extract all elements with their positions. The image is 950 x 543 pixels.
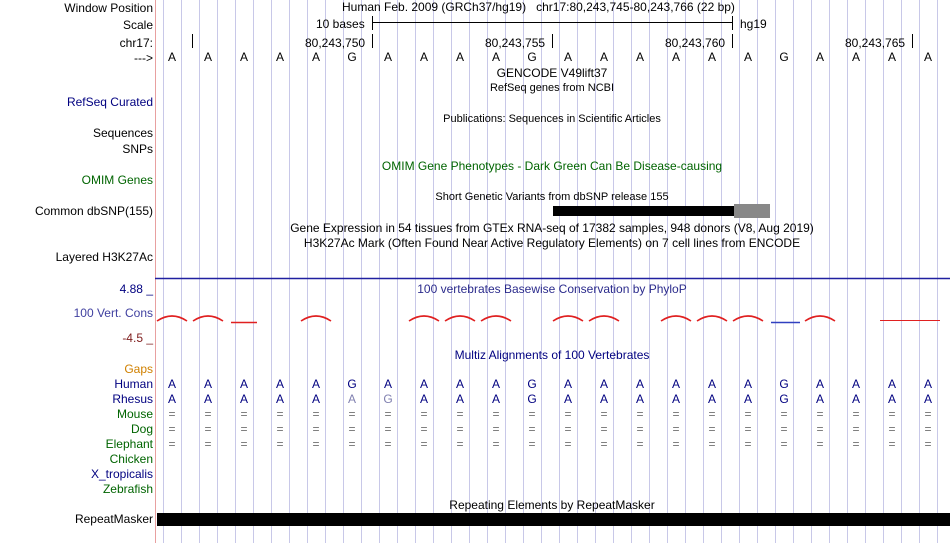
repeatmasker-track-title: Repeating Elements by RepeatMasker	[449, 498, 655, 512]
base-letter: G	[779, 392, 789, 406]
base-letter: A	[203, 377, 212, 391]
phylop-peak	[481, 316, 511, 321]
base-letter: G	[383, 392, 393, 406]
species-dog-label: Dog	[130, 422, 153, 436]
base-letter: A	[419, 392, 428, 406]
refseq-ncbi-title: RefSeq genes from NCBI	[489, 82, 615, 94]
base-letter: =	[744, 407, 752, 421]
base-letter: G	[779, 377, 789, 391]
base-letter: =	[888, 422, 896, 436]
base-letter: =	[816, 407, 824, 421]
base-letter: =	[924, 407, 932, 421]
base-letter: =	[888, 437, 896, 451]
base-letter: A	[383, 50, 392, 64]
base-letter: G	[779, 50, 789, 64]
base-letter: =	[528, 437, 536, 451]
base-letter: =	[384, 437, 392, 451]
base-letter: A	[815, 50, 824, 64]
repeatmasker-label[interactable]: RepeatMasker	[74, 512, 153, 526]
base-letter: A	[419, 377, 428, 391]
base-letter: A	[347, 392, 356, 406]
assembly-text: hg19	[740, 17, 767, 31]
base-letter: =	[420, 422, 428, 436]
base-letter: A	[239, 377, 248, 391]
base-letter: =	[636, 437, 644, 451]
phylop-peak	[409, 316, 439, 321]
base-letter: =	[708, 437, 716, 451]
base-letter: =	[348, 407, 356, 421]
base-letter: A	[923, 50, 932, 64]
base-letter: A	[599, 377, 608, 391]
base-letter: =	[708, 422, 716, 436]
base-letter: A	[167, 50, 176, 64]
base-letter: A	[707, 377, 716, 391]
phylop-track-title: 100 vertebrates Basewise Conservation by PhyloP	[417, 282, 687, 296]
sequences-label[interactable]: Sequences	[92, 126, 153, 140]
base-letter: A	[275, 392, 284, 406]
coord-label: 80,243,760	[665, 36, 726, 50]
base-letter: =	[852, 437, 860, 451]
repeatmasker-element-bar	[157, 513, 950, 526]
base-letter: G	[347, 50, 357, 64]
base-letter: A	[923, 377, 932, 391]
dbsnp-track-title: Short Genetic Variants from dbSNP release 155	[435, 191, 669, 203]
base-letter: G	[527, 377, 537, 391]
base-letter: A	[923, 392, 932, 406]
base-letter: =	[420, 437, 428, 451]
base-letter: A	[851, 50, 860, 64]
phylop-peak	[805, 316, 835, 321]
base-letter: A	[455, 50, 464, 64]
base-letter: =	[240, 422, 248, 436]
dbsnp-variant-highlight	[734, 204, 770, 218]
base-letter: =	[204, 437, 212, 451]
strand-label: --->	[134, 51, 153, 65]
base-letter: =	[168, 407, 176, 421]
base-letter: =	[888, 407, 896, 421]
base-letter: A	[167, 377, 176, 391]
cons-max-label: 4.88 _	[119, 282, 153, 296]
gencode-track-title: GENCODE V49lift37	[496, 66, 608, 80]
gtex-track-title: Gene Expression in 54 tissues from GTEx RNA-seq of 17382 samples, 948 donors (V8, Aug 2019)	[290, 221, 814, 235]
base-letter: =	[564, 437, 572, 451]
base-letter: A	[887, 377, 896, 391]
phylop-peak	[445, 316, 475, 321]
layered-h3k27ac-label[interactable]: Layered H3K27Ac	[55, 250, 153, 264]
multiz-track-title: Multiz Alignments of 100 Vertebrates	[454, 348, 650, 362]
publications-track-title: Publications: Sequences in Scientific Articles	[443, 113, 661, 125]
base-letter: A	[491, 377, 500, 391]
base-letter: =	[312, 437, 320, 451]
base-letter: =	[600, 407, 608, 421]
scale-text: 10 bases	[316, 17, 365, 31]
base-letter: =	[276, 422, 284, 436]
base-letter: =	[600, 422, 608, 436]
base-letter: G	[347, 377, 357, 391]
base-letter: G	[527, 50, 537, 64]
base-letter: =	[456, 422, 464, 436]
base-letter: =	[168, 422, 176, 436]
species-elephant-label: Elephant	[105, 437, 153, 451]
base-letter: A	[455, 377, 464, 391]
base-letter: =	[780, 407, 788, 421]
cons-min-label: -4.5 _	[122, 331, 153, 345]
base-letter: A	[743, 392, 752, 406]
base-letter: =	[240, 437, 248, 451]
base-letter: A	[815, 377, 824, 391]
base-letter: =	[744, 437, 752, 451]
base-letter: =	[672, 422, 680, 436]
base-letter: =	[564, 407, 572, 421]
base-letter: A	[491, 50, 500, 64]
base-letter: A	[671, 377, 680, 391]
phylop-peak	[697, 316, 727, 321]
base-letter: A	[311, 392, 320, 406]
base-letter: A	[275, 50, 284, 64]
phylop-peak	[193, 316, 223, 321]
base-letter: =	[168, 437, 176, 451]
base-letter: =	[672, 407, 680, 421]
coord-label: 80,243,765	[845, 36, 906, 50]
base-letter: =	[276, 407, 284, 421]
base-letter: =	[204, 407, 212, 421]
base-letter: =	[528, 407, 536, 421]
phylop-peak	[589, 316, 619, 321]
base-letter: A	[635, 50, 644, 64]
base-letter: =	[456, 407, 464, 421]
base-letter: =	[636, 407, 644, 421]
base-letter: =	[636, 422, 644, 436]
coord-label: 80,243,750	[305, 36, 366, 50]
base-letter: A	[275, 377, 284, 391]
base-letter: =	[312, 407, 320, 421]
base-letter: =	[348, 437, 356, 451]
base-letter: A	[707, 392, 716, 406]
base-letter: A	[707, 50, 716, 64]
base-letter: =	[852, 422, 860, 436]
base-letter: =	[564, 422, 572, 436]
base-letter: =	[348, 422, 356, 436]
species-rhesus-label: Rhesus	[112, 392, 153, 406]
base-letter: A	[383, 377, 392, 391]
base-letter: A	[851, 392, 860, 406]
base-letter: =	[708, 407, 716, 421]
base-letter: =	[276, 437, 284, 451]
window-position-text: Human Feb. 2009 (GRCh37/hg19) chr17:80,243,745-80,243,766 (22 bp)	[342, 0, 735, 14]
base-letter: =	[852, 407, 860, 421]
base-letter: A	[203, 50, 212, 64]
base-letter: =	[528, 422, 536, 436]
base-letter: A	[563, 50, 572, 64]
base-letter: =	[420, 407, 428, 421]
base-letter: =	[384, 422, 392, 436]
base-letter: A	[599, 50, 608, 64]
base-letter: =	[492, 422, 500, 436]
base-letter: =	[816, 422, 824, 436]
base-letter: A	[815, 392, 824, 406]
base-letter: A	[743, 50, 752, 64]
base-letter: =	[312, 422, 320, 436]
base-letter: A	[635, 377, 644, 391]
phylop-peak	[157, 316, 187, 321]
chrom-label: chr17:	[119, 36, 153, 50]
base-letter: =	[240, 407, 248, 421]
base-letter: =	[744, 422, 752, 436]
base-letter: =	[492, 407, 500, 421]
base-letter: =	[456, 437, 464, 451]
base-letter: A	[563, 377, 572, 391]
base-letter: =	[600, 437, 608, 451]
species-zebrafish-label: Zebrafish	[102, 482, 153, 496]
phylop-peak	[553, 316, 583, 321]
omim-track-title: OMIM Gene Phenotypes - Dark Green Can Be Disease-causing	[381, 159, 723, 173]
window-position-label: Window Position	[64, 1, 153, 15]
phylop-peak	[733, 316, 763, 321]
base-letter: G	[527, 392, 537, 406]
vert-cons-label[interactable]: 100 Vert. Cons	[73, 306, 153, 320]
base-letter: =	[780, 422, 788, 436]
base-letter: A	[239, 392, 248, 406]
refseq-curated-label[interactable]: RefSeq Curated	[66, 95, 153, 109]
base-letter: A	[167, 392, 176, 406]
base-letter: A	[311, 50, 320, 64]
base-letter: A	[563, 392, 572, 406]
scale-label: Scale	[122, 18, 153, 32]
base-letter: A	[887, 50, 896, 64]
base-letter: A	[419, 50, 428, 64]
base-letter: A	[635, 392, 644, 406]
base-letter: =	[924, 422, 932, 436]
base-letter: A	[887, 392, 896, 406]
phylop-peak	[301, 316, 331, 321]
base-letter: =	[492, 437, 500, 451]
base-letter: =	[924, 437, 932, 451]
base-letter: A	[599, 392, 608, 406]
species-chicken-label: Chicken	[109, 452, 153, 466]
base-letter: A	[455, 392, 464, 406]
species-human-label: Human	[114, 377, 153, 391]
coord-label: 80,243,755	[485, 36, 546, 50]
base-letter: A	[239, 50, 248, 64]
base-letter: A	[743, 377, 752, 391]
base-letter: A	[671, 392, 680, 406]
omim-genes-label[interactable]: OMIM Genes	[81, 173, 153, 187]
base-letter: A	[311, 377, 320, 391]
base-letter: A	[851, 377, 860, 391]
base-letter: =	[672, 437, 680, 451]
species-xtropicalis-label: X_tropicalis	[90, 467, 153, 481]
base-letter: =	[204, 422, 212, 436]
h3k27ac-track-title: H3K27Ac Mark (Often Found Near Active Regulatory Elements) on 7 cell lines from ENCODE	[303, 236, 801, 250]
snps-label[interactable]: SNPs	[122, 142, 153, 156]
base-letter: A	[491, 392, 500, 406]
base-letter: A	[671, 50, 680, 64]
dbsnp-variant-bar	[553, 206, 769, 216]
base-letter: =	[384, 407, 392, 421]
common-dbsnp-label[interactable]: Common dbSNP(155)	[34, 204, 153, 218]
gaps-label[interactable]: Gaps	[124, 362, 153, 376]
species-mouse-label: Mouse	[116, 407, 153, 421]
base-letter: =	[780, 437, 788, 451]
base-letter: =	[816, 437, 824, 451]
base-letter: A	[203, 392, 212, 406]
phylop-peak	[661, 316, 691, 321]
